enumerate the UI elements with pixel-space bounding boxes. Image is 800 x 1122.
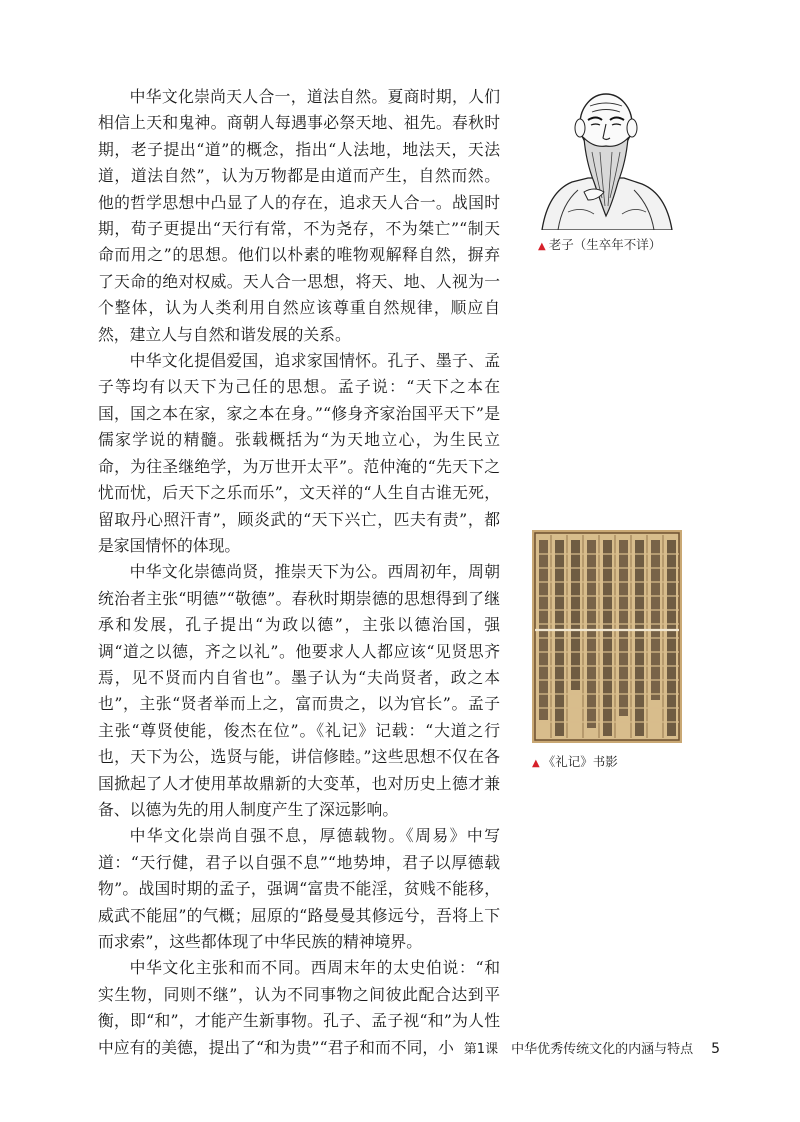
triangle-marker-icon: ▲ [538,241,546,252]
laozi-caption-text: 老子（生卒年不详） [548,237,662,252]
paragraph-aiguo: 中华文化提倡爱国，追求家国情怀。孔子、墨子、孟子等均有以天下为己任的思想。孟子说：“天下之本在国，国之本在家，家之本在身。”“修身齐家治国平天下”是儒家学说的精髓。张载概括为“为天地立心，为生民立命，为往圣继绝学，为万世开太平”。范仲淹的“先天下之忧而忧，后天下之乐而乐”，文天祥的“人生自古谁无死，留取丹心照汗青”，顾炎武的“天下兴亡，匹夫有责”，都是家国情怀的体现。 [98,351,500,555]
paragraph-tianren: 中华文化崇尚天人合一，道法自然。夏商时期，人们相信上天和鬼神。商朝人每遇事必祭天地、祖先。春秋时期，老子提出“道”的概念，指出“人法地，地法天，天法道，道法自然”，认为万物都是由道而产生，自然而然。他的哲学思想中凸显了人的存在，追求天人合一。战国时期，荀子更提出“天行有常，不为尧存，不为桀亡”“制天命而用之”的思想。他们以朴素的唯物观解释自然，摒弃了天命的绝对权威。天人合一思想，将天、地、人视为一个整体，认为人类利用自然应该尊重自然规律，顺应自然，建立人与自然和谐发展的关系。 [98,87,500,344]
paragraph-chongde: 中华文化崇德尚贤，推崇天下为公。西周初年，周朝统治者主张“明德”“敬德”。春秋时期崇德的思想得到了继承和发展，孔子提出“为政以德”，主张以德治国，强调“道之以德，齐之以礼”。他要求人人都应该“见贤思齐焉，见不贤而内自省也”。墨子认为“夫尚贤者，政之本也”，主张“贤者举而上之，富而贵之，以为官长”。孟子主张“尊贤使能，俊杰在位”。《礼记》记载：“大道之行也，天下为公，选贤与能，讲信修睦。”这些思想不仅在各国掀起了人才使用革故鼎新的大变革，也对历史上德才兼备、以德为先的用人制度产生了深远影响。 [98,562,500,819]
laozi-caption [538,235,661,253]
main-text [98,84,500,1061]
liji-book-image [532,530,682,743]
triangle-marker-icon: ▲ [532,758,540,769]
page-footer [420,1038,720,1057]
laozi-portrait-image [538,82,674,230]
liji-caption-text: 《礼记》书影 [542,754,618,769]
liji-caption [532,752,618,770]
paragraph-heerbutong: 中华文化主张和而不同。西周末年的太史伯说：“和实生物，同则不继”，认为不同事物之间彼此配合达到平衡，即“和”，才能产生新事物。孔子、孟子视“和”为人性中应有的美德，提出了“和为贵”“君子和而不同，小 [98,958,500,1057]
page-number: 5 [711,1041,720,1057]
paragraph-ziqiang: 中华文化崇尚自强不息，厚德载物。《周易》中写道：“天行健，君子以自强不息”“地势坤，君子以厚德载物”。战国时期的孟子，强调“富贵不能淫，贫贱不能移，威武不能屈”的气概；屈原的“路曼曼其修远兮，吾将上下而求索”，这些都体现了中华民族的精神境界。 [98,826,500,951]
lesson-title: 第1课 中华优秀传统文化的内涵与特点 [463,1042,694,1057]
